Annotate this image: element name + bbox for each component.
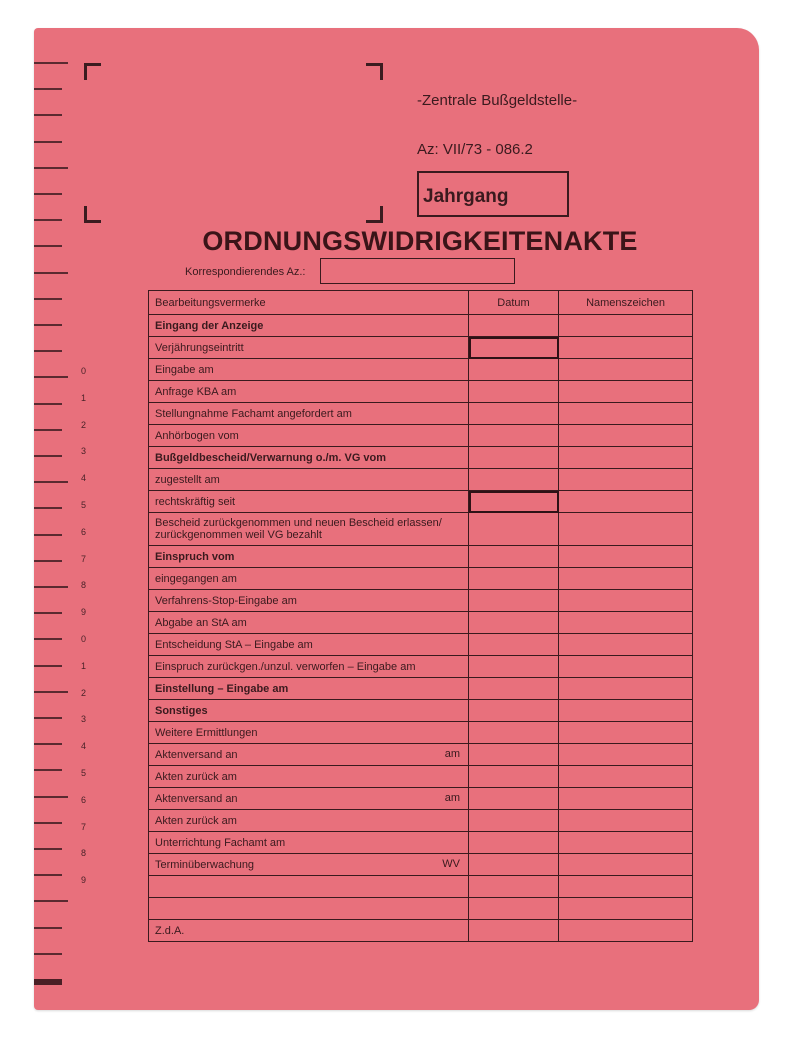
margin-digit: 3 [81, 446, 87, 457]
table-row [149, 469, 693, 491]
row-label [149, 656, 469, 678]
date-cell [469, 656, 559, 678]
row-label-text: Sonstiges [155, 704, 208, 717]
date-cell [469, 447, 559, 469]
table-header-row [149, 291, 693, 315]
table-row [149, 898, 693, 920]
date-cell [469, 766, 559, 788]
initials-cell [559, 788, 693, 810]
margin-digit: 6 [81, 794, 87, 805]
margin-tick [34, 848, 62, 850]
table-row [149, 744, 693, 766]
table-row [149, 854, 693, 876]
date-cell [469, 898, 559, 920]
date-cell [469, 920, 559, 942]
table-row [149, 568, 693, 590]
initials-cell [559, 678, 693, 700]
table-row [149, 920, 693, 942]
initials-cell [559, 832, 693, 854]
row-label [149, 898, 469, 920]
margin-tick [34, 586, 68, 588]
margin-tick [34, 298, 62, 300]
initials-cell [559, 425, 693, 447]
margin-tick [34, 638, 62, 640]
date-cell [469, 810, 559, 832]
margin-digit: 5 [81, 500, 87, 510]
table-row [149, 491, 693, 513]
row-label-text: zugestellt am [155, 473, 220, 486]
date-cell [469, 403, 559, 425]
initials-cell [559, 491, 693, 513]
margin-digit: 2 [81, 687, 87, 698]
margin-tick [34, 900, 68, 902]
row-label [149, 315, 469, 337]
initials-cell [559, 898, 693, 920]
table-row [149, 766, 693, 788]
date-cell [469, 722, 559, 744]
margin-tick [34, 141, 62, 143]
row-label [149, 568, 469, 590]
initials-cell [559, 744, 693, 766]
margin-digit: 0 [81, 634, 87, 644]
margin-tick [34, 324, 62, 326]
file-reference: Az: VII/73 - 086.2 [417, 141, 533, 158]
margin-digit: 0 [81, 366, 87, 376]
margin-tick [34, 979, 62, 985]
row-label-text: Bußgeldbescheid/Verwarnung o./m. VG vom [155, 451, 387, 464]
margin-digit: 4 [81, 473, 87, 484]
date-cell [469, 634, 559, 656]
row-label [149, 403, 469, 425]
table-row [149, 678, 693, 700]
row-label-text: Bescheid zurückgenommen und neuen Bescheid erlassen/ zurückgenommen weil VG bezahlt [155, 517, 442, 541]
row-label-text: Aktenversand an [155, 748, 238, 761]
margin-digit: 9 [81, 607, 87, 618]
table-row [149, 513, 693, 546]
processing-table [148, 290, 693, 942]
table-row [149, 832, 693, 854]
col-header-date: Datum [469, 291, 559, 315]
initials-cell [559, 854, 693, 876]
ref-label: Korrespondierendes Az.: [185, 266, 306, 278]
date-cell [469, 381, 559, 403]
page-title: ORDNUNGSWIDRIGKEITENAKTE [202, 226, 638, 256]
table-row [149, 315, 693, 337]
initials-cell [559, 612, 693, 634]
row-label-text: Akten zurück am [155, 770, 237, 783]
table-row [149, 590, 693, 612]
margin-digit: 5 [81, 768, 87, 778]
date-cell [469, 315, 559, 337]
row-label-text: Abgabe an StA am [155, 616, 247, 629]
table-row [149, 359, 693, 381]
table-row [149, 403, 693, 425]
margin-tick [34, 193, 62, 195]
margin-tick [34, 429, 62, 431]
table-row [149, 381, 693, 403]
initials-cell [559, 381, 693, 403]
row-label [149, 722, 469, 744]
initials-cell [559, 634, 693, 656]
initials-cell [559, 359, 693, 381]
table-row [149, 722, 693, 744]
margin-tick [34, 167, 68, 169]
date-cell [469, 678, 559, 700]
initials-cell [559, 513, 693, 546]
margin-digit: 4 [81, 741, 87, 752]
row-label-text: Einstellung – Eingabe am [155, 682, 289, 695]
initials-cell [559, 722, 693, 744]
row-label-text: eingegangen am [155, 572, 237, 585]
table-row [149, 656, 693, 678]
row-label-text: Einspruch zurückgen./unzul. verworfen – Eingabe am [155, 660, 416, 673]
date-cell [469, 612, 559, 634]
table-row [149, 700, 693, 722]
margin-tick [34, 769, 62, 771]
margin-tick [34, 272, 68, 274]
margin-digit: 9 [81, 875, 87, 886]
col-header-initials: Namenszeichen [559, 291, 693, 315]
margin-tick [34, 62, 68, 64]
row-label [149, 425, 469, 447]
date-cell [469, 700, 559, 722]
row-label [149, 876, 469, 898]
margin-digit: 8 [81, 848, 87, 859]
table-row [149, 425, 693, 447]
col-header-notes: Bearbeitungsvermerke [149, 291, 469, 315]
date-cell [469, 513, 559, 546]
initials-cell [559, 568, 693, 590]
table-row [149, 876, 693, 898]
row-label-text: Einspruch vom [155, 550, 235, 563]
margin-tick [34, 245, 62, 247]
table-row [149, 612, 693, 634]
row-label-suffix: am [444, 748, 460, 760]
table-row [149, 337, 693, 359]
date-cell [469, 491, 559, 513]
row-label [149, 590, 469, 612]
date-cell [469, 425, 559, 447]
date-cell [469, 337, 559, 359]
margin-tick [34, 612, 62, 614]
initials-cell [559, 403, 693, 425]
margin-digit: 2 [81, 419, 87, 430]
margin-tick [34, 507, 62, 509]
date-cell [469, 568, 559, 590]
margin-tick [34, 927, 62, 929]
margin-digit: 7 [81, 553, 87, 564]
row-label [149, 854, 469, 876]
row-label-text: Terminüberwachung [155, 858, 255, 871]
label-corner-mark [366, 63, 383, 80]
margin-tick [34, 953, 62, 955]
table-row [149, 788, 693, 810]
margin-tick [34, 691, 68, 693]
date-cell [469, 854, 559, 876]
date-cell [469, 832, 559, 854]
margin-tick [34, 403, 62, 405]
row-label-suffix: am [444, 792, 460, 804]
margin-tick [34, 481, 68, 483]
initials-cell [559, 337, 693, 359]
row-label [149, 513, 469, 546]
initials-cell [559, 920, 693, 942]
margin-tick [34, 822, 62, 824]
initials-cell [559, 469, 693, 491]
initials-cell [559, 656, 693, 678]
row-label [149, 612, 469, 634]
margin-tick [34, 88, 62, 90]
row-label-text: Entscheidung StA – Eingabe am [155, 638, 313, 651]
row-label [149, 634, 469, 656]
date-cell [469, 744, 559, 766]
initials-cell [559, 766, 693, 788]
initials-cell [559, 590, 693, 612]
margin-digit: 7 [81, 821, 87, 832]
row-label-text: Weitere Ermittlungen [155, 726, 258, 739]
row-label [149, 447, 469, 469]
margin-tick [34, 534, 62, 536]
margin-tick [34, 874, 62, 876]
initials-cell [559, 546, 693, 568]
row-label-text: Eingabe am [155, 363, 214, 376]
table-row [149, 546, 693, 568]
date-cell [469, 876, 559, 898]
row-label [149, 920, 469, 942]
row-label-text: Verjährungseintritt [155, 341, 244, 354]
margin-digit: 1 [81, 660, 87, 671]
row-label-suffix: WV [442, 858, 460, 870]
table-row [149, 447, 693, 469]
row-label [149, 469, 469, 491]
label-corner-mark [84, 63, 101, 80]
row-label [149, 546, 469, 568]
date-cell [469, 788, 559, 810]
margin-tick [34, 350, 62, 352]
row-label-text: Eingang der Anzeige [155, 319, 264, 332]
row-label-text: Unterrichtung Fachamt am [155, 836, 286, 849]
date-cell [469, 590, 559, 612]
row-label-text: Stellungnahme Fachamt angefordert am [155, 407, 352, 420]
margin-tick [34, 114, 62, 116]
row-label [149, 678, 469, 700]
table-row [149, 634, 693, 656]
margin-digit: 1 [81, 392, 87, 403]
date-cell [469, 546, 559, 568]
initials-cell [559, 810, 693, 832]
row-label [149, 491, 469, 513]
margin-tick [34, 455, 62, 457]
row-label [149, 700, 469, 722]
initials-cell [559, 876, 693, 898]
row-label-text: Verfahrens-Stop-Eingabe am [155, 594, 297, 607]
year-field: Jahrgang [417, 171, 569, 217]
row-label-text: Akten zurück am [155, 814, 237, 827]
row-label [149, 381, 469, 403]
margin-tick [34, 743, 62, 745]
initials-cell [559, 447, 693, 469]
row-label [149, 832, 469, 854]
margin-digit: 8 [81, 580, 87, 591]
date-cell [469, 469, 559, 491]
row-label-text: rechtskräftig seit [155, 495, 236, 508]
margin-tick [34, 376, 68, 378]
margin-tick [34, 796, 68, 798]
row-label [149, 788, 469, 810]
margin-digit: 3 [81, 714, 87, 725]
margin-tick [34, 717, 62, 719]
table-row [149, 810, 693, 832]
margin-tick [34, 665, 62, 667]
initials-cell [559, 700, 693, 722]
margin-tick [34, 219, 62, 221]
row-label-text: Aktenversand an [155, 792, 238, 805]
label-corner-mark [366, 206, 383, 223]
row-label-text: Z.d.A. [155, 924, 185, 937]
ref-input-box [320, 258, 515, 284]
row-label [149, 766, 469, 788]
margin-digit: 6 [81, 526, 87, 537]
initials-cell [559, 315, 693, 337]
row-label [149, 337, 469, 359]
row-label [149, 359, 469, 381]
row-label [149, 744, 469, 766]
label-corner-mark [84, 206, 101, 223]
row-label-text: Anhörbogen vom [155, 429, 239, 442]
date-cell [469, 359, 559, 381]
office-name: -Zentrale Bußgeldstelle- [417, 92, 578, 109]
row-label-text: Anfrage KBA am [155, 385, 237, 398]
row-label [149, 810, 469, 832]
margin-tick [34, 560, 62, 562]
